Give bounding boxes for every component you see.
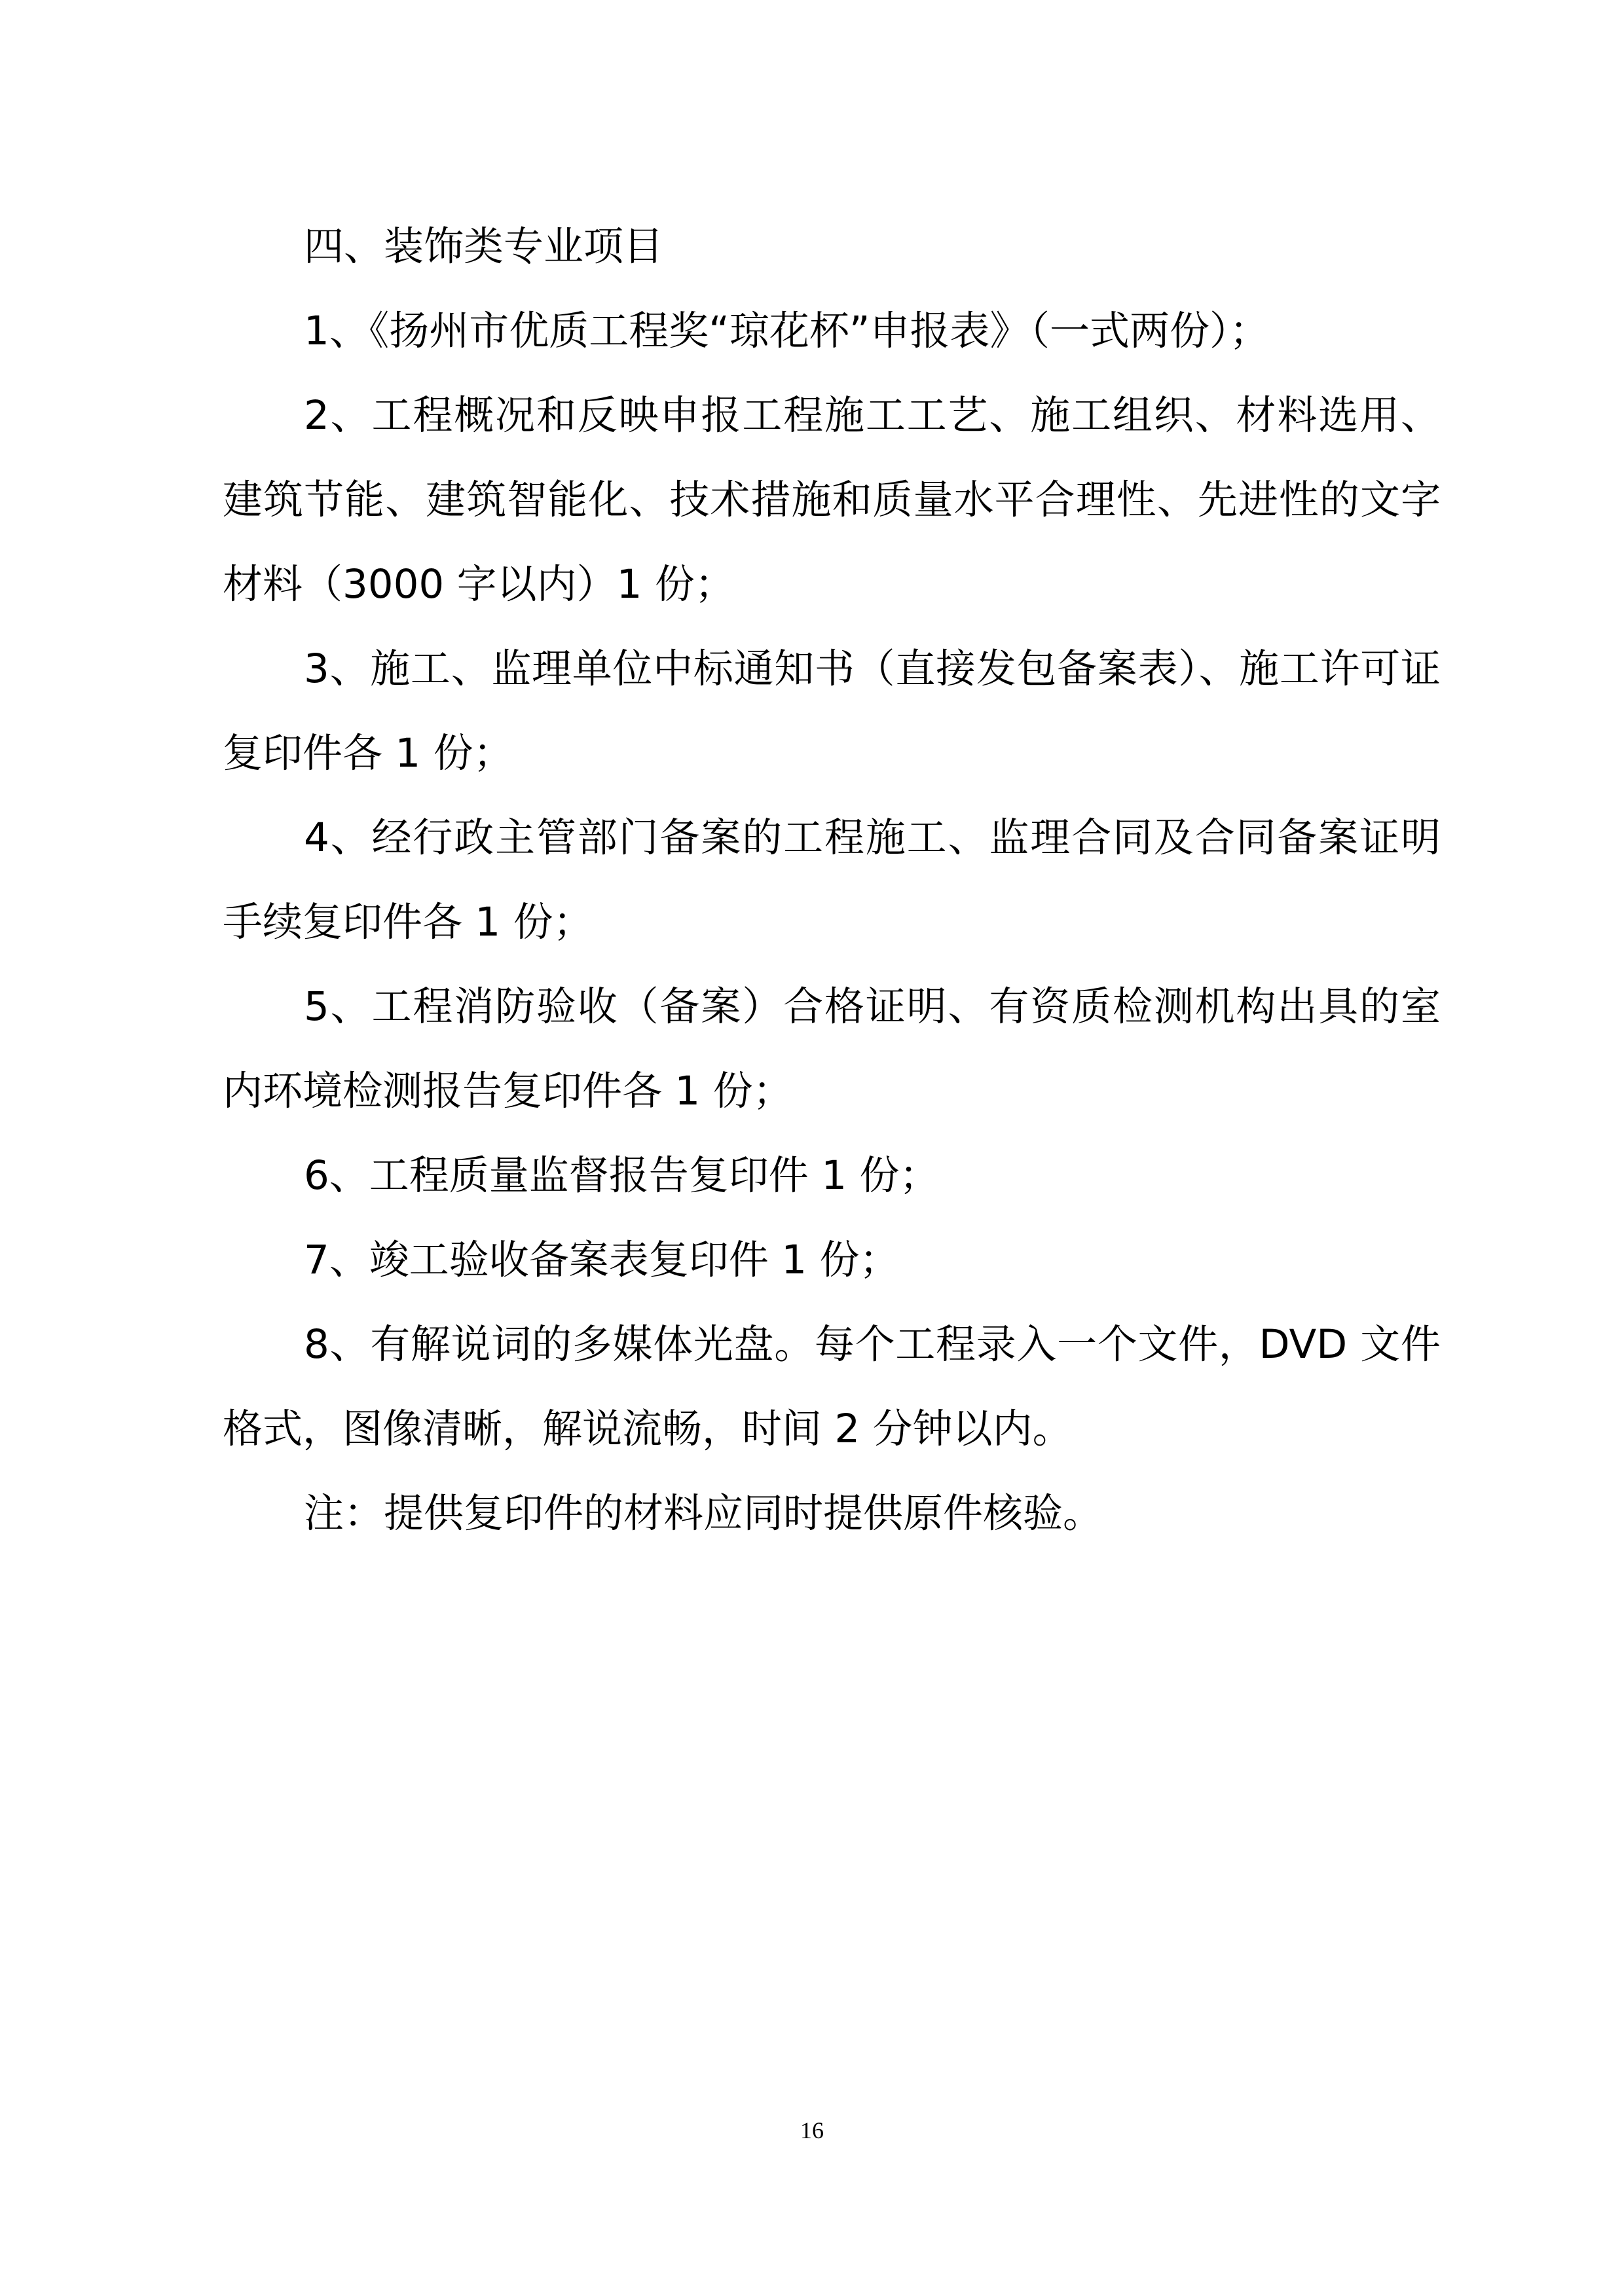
list-item-7: 7、竣工验收备案表复印件 1 份； — [304, 1237, 900, 1283]
list-item-4: 4、经行政主管部门备案的工程施工、监理合同及合同备案证明手续复印件各 1 份； — [223, 814, 1441, 945]
document-body — [223, 204, 1441, 1556]
list-item-6: 6、工程质量监督报告复印件 1 份； — [304, 1152, 940, 1199]
list-item-3: 3、施工、监理单位中标通知书（直接发包备案表）、施工许可证复印件各 1 份； — [223, 646, 1441, 776]
page-number: 16 — [800, 2117, 824, 2143]
list-item-5: 5、工程消防验收（备案）合格证明、有资质检测机构出具的室内环境检测报告复印件各 1 份； — [223, 983, 1441, 1114]
section-heading: 四、装饰类专业项目 — [304, 223, 664, 270]
list-item-8: 8、有解说词的多媒体光盘。每个工程录入一个文件，DVD 文件格式，图像清晰，解说流畅，时间 2 分钟以内。 — [223, 1321, 1441, 1452]
list-item-2: 2、工程概况和反映申报工程施工工艺、施工组织、材料选用、建筑节能、建筑智能化、技术措施和质量水平合理性、先进性的文字材料（3000 字以内）1 份； — [223, 392, 1441, 608]
list-item-1: 1、《扬州市优质工程奖“琼花杯”申报表》（一式两份）； — [304, 308, 1270, 354]
note-paragraph: 注：提供复印件的材料应同时提供原件核验。 — [304, 1490, 1103, 1537]
